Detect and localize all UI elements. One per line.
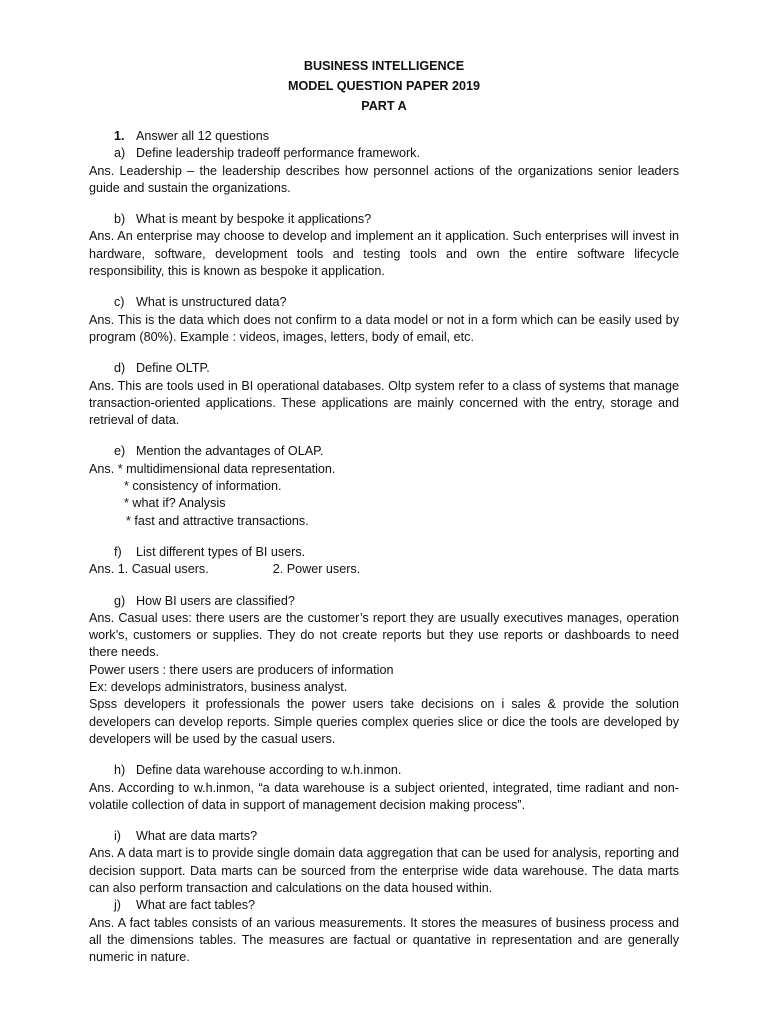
doc-part: PART A [361,99,407,113]
question-label: f) [114,544,122,559]
question-text: What are data marts? [136,829,258,844]
answer-e-line3: * what if? Analysis [124,496,226,511]
answer-a: Ans. Leadership – the leadership describes how personnel actions of the organizations senior leaders guide and sustain the organizations. [89,163,679,195]
answer-g-para4: Spss developers it professionals the power users take decisions on i sales & provide the solution developers can develop reports. Simple queries complex queries slice or dice the tools are developed by developers will be used by the casual users. [89,697,679,746]
question-a [89,145,679,162]
answer-c: Ans. This is the data which does not confirm to a data model or not in a form which can be easily used by program (80%). Example : videos, images, letters, body of email, etc. [89,312,679,344]
answer-g-para3: Ex: develops administrators, business analyst. [89,680,348,695]
question-e [89,443,679,460]
answer-d: Ans. This are tools used in BI operational databases. Oltp system refer to a class of systems that manage transaction-oriented applications. These applications are mainly concerned with the entry, storage and retrieval of data. [89,378,679,428]
question-text: Define OLTP. [136,361,210,376]
question-label: j) [114,898,121,913]
question-text: What are fact tables? [136,898,256,913]
question-label: d) [114,361,126,376]
answer-g-para2: Power users : there users are producers of information [89,662,394,677]
answer-g-para1: Ans. Casual uses: there users are the customer’s report they are usually executives manages, operation work’s, customers or supplies. They do not create reports but they use reports or dashboards to need there needs. [89,610,679,660]
instruction-text: Answer all 12 questions [136,129,270,143]
question-label: i) [114,829,121,844]
doc-title: BUSINESS INTELLIGENCE [303,59,465,73]
question-c [89,294,679,311]
answer-e-line1: Ans. * multidimensional data representation. [89,461,336,476]
question-h [89,762,679,779]
answer-i: Ans. A data mart is to provide single domain data aggregation that can be used for analysis, reporting and decision support. Data marts can be sourced from the enterprise wide data warehouse. The data marts can also perform transaction and calculations on the data housed within. [89,846,679,895]
question-g [89,593,679,610]
question-label: c) [114,295,125,310]
question-b [89,211,679,228]
answer-b: Ans. An enterprise may choose to develop and implement an it application. Such enterprises will invest in hardware, software, development tools and testing tools and own the entire software lifecycle responsibility, this is known as bespoke it application. [89,229,679,279]
question-text: How BI users are classified? [136,593,295,608]
question-text: Mention the advantages of OLAP. [136,444,324,459]
answer-e-line4: * fast and attractive transactions. [126,513,309,528]
answer-f-part2: 2. Power users. [272,562,361,577]
question-text: What is meant by bespoke it applications? [136,212,372,227]
question-d [89,360,679,377]
question-text: List different types of BI users. [136,544,306,559]
question-i [89,828,679,845]
answer-j: Ans. A fact tables consists of an various measurements. It stores the measures of business process and all the dimensions tables. The measures are factual or quantative in representation and are generally numeric in nature. [89,915,679,965]
instruction [89,128,679,145]
answer-h: Ans. According to w.h.inmon, “a data warehouse is a subject oriented, integrated, time radiant and non-volatile collection of data in support of management decision making process”. [89,780,679,812]
answer-e-line2: * consistency of information. [124,479,282,494]
question-j [89,897,679,914]
question-text: Define data warehouse according to w.h.inmon. [136,763,402,778]
question-text: What is unstructured data? [136,295,287,310]
instruction-num: 1. [114,129,125,143]
question-label: g) [114,593,126,608]
question-label: h) [114,763,126,778]
doc-subtitle: MODEL QUESTION PAPER 2019 [288,79,480,93]
question-label: b) [114,212,126,227]
question-label: e) [114,444,126,459]
question-f [89,544,679,561]
answer-f-part1: Ans. 1. Casual users. [89,562,209,577]
answer-f [89,561,679,578]
question-text: Define leadership tradeoff performance framework. [136,146,420,161]
question-label: a) [114,146,126,161]
